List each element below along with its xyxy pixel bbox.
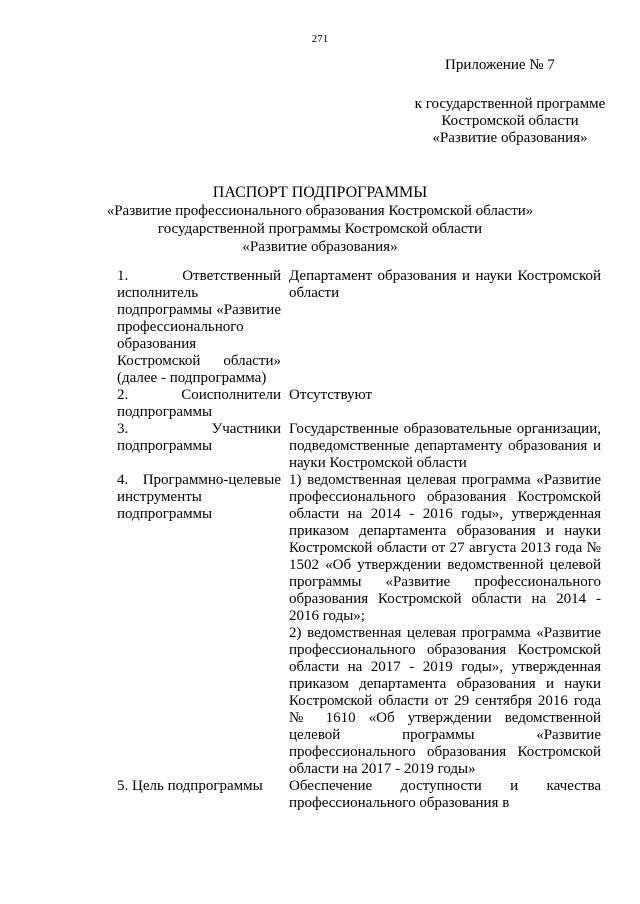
- passport-title: ПАСПОРТ ПОДПРОГРАММЫ: [212, 184, 428, 201]
- table-row: [117, 268, 601, 387]
- table-row: [117, 778, 601, 812]
- appendix-line: Костромской области: [441, 113, 579, 129]
- appendix-line: к государственной программе: [414, 96, 606, 112]
- row-label: 3. Участники подпрограммы: [117, 421, 281, 454]
- program-item: 1) ведомственная целевая программа «Развитие профессионального образования Костромской области на 2014 - 2016 годы», утвержденная приказом департамента образования и науки Костромской области от 27 августа 2013 года № 1502 «Об утверждении ведомственной целевой программы «Развитие профессионального образования Костромской области на 2014 - 2016 годы»;: [289, 472, 601, 624]
- page-number: 271: [311, 33, 329, 45]
- row-label: 5. Цель подпрограммы: [117, 778, 263, 794]
- table-row: [117, 472, 601, 778]
- passport-subtitle-line: «Развитие образования»: [242, 239, 398, 255]
- passport-subtitle-line: государственной программы Костромской области: [157, 221, 483, 237]
- table-row: [117, 387, 601, 421]
- table-row: [117, 421, 601, 472]
- row-label: 1. Ответственный исполнитель подпрограммы «Развитие профессионального образования Костромской области» (далее - подпрограмма): [117, 268, 281, 386]
- passport-table: [117, 268, 601, 812]
- passport-subtitle-line: «Развитие профессионального образования Костромской области»: [106, 203, 534, 219]
- row-label: 4. Программно-целевые инструменты подпрограммы: [117, 472, 281, 522]
- program-item: 2) ведомственная целевая программа «Развитие профессионального образования Костромской области на 2017 - 2019 годы», утвержденная приказом департамента образования и науки Костромской области от 29 сентября 2016 года № 1610 «Об утверждении ведомственной целевой программы «Развитие профессионального образования Костромской области на 2017 - 2019 годы»: [289, 625, 601, 777]
- row-value: Обеспечение доступности и качества профессионального образования в: [289, 778, 601, 811]
- appendix-reference: [380, 96, 640, 147]
- appendix-title: Приложение № 7: [445, 57, 555, 73]
- appendix-line: «Развитие образования»: [432, 130, 588, 146]
- row-value: Государственные образовательные организации, подведомственные департаменту образования и науки Костромской области: [289, 421, 601, 471]
- row-value: Отсутствуют: [289, 387, 373, 403]
- row-value: [289, 472, 601, 778]
- row-label: 2. Соисполнители подпрограммы: [117, 387, 281, 420]
- row-value: Департамент образования и науки Костромской области: [289, 268, 601, 301]
- passport-heading: [0, 184, 640, 256]
